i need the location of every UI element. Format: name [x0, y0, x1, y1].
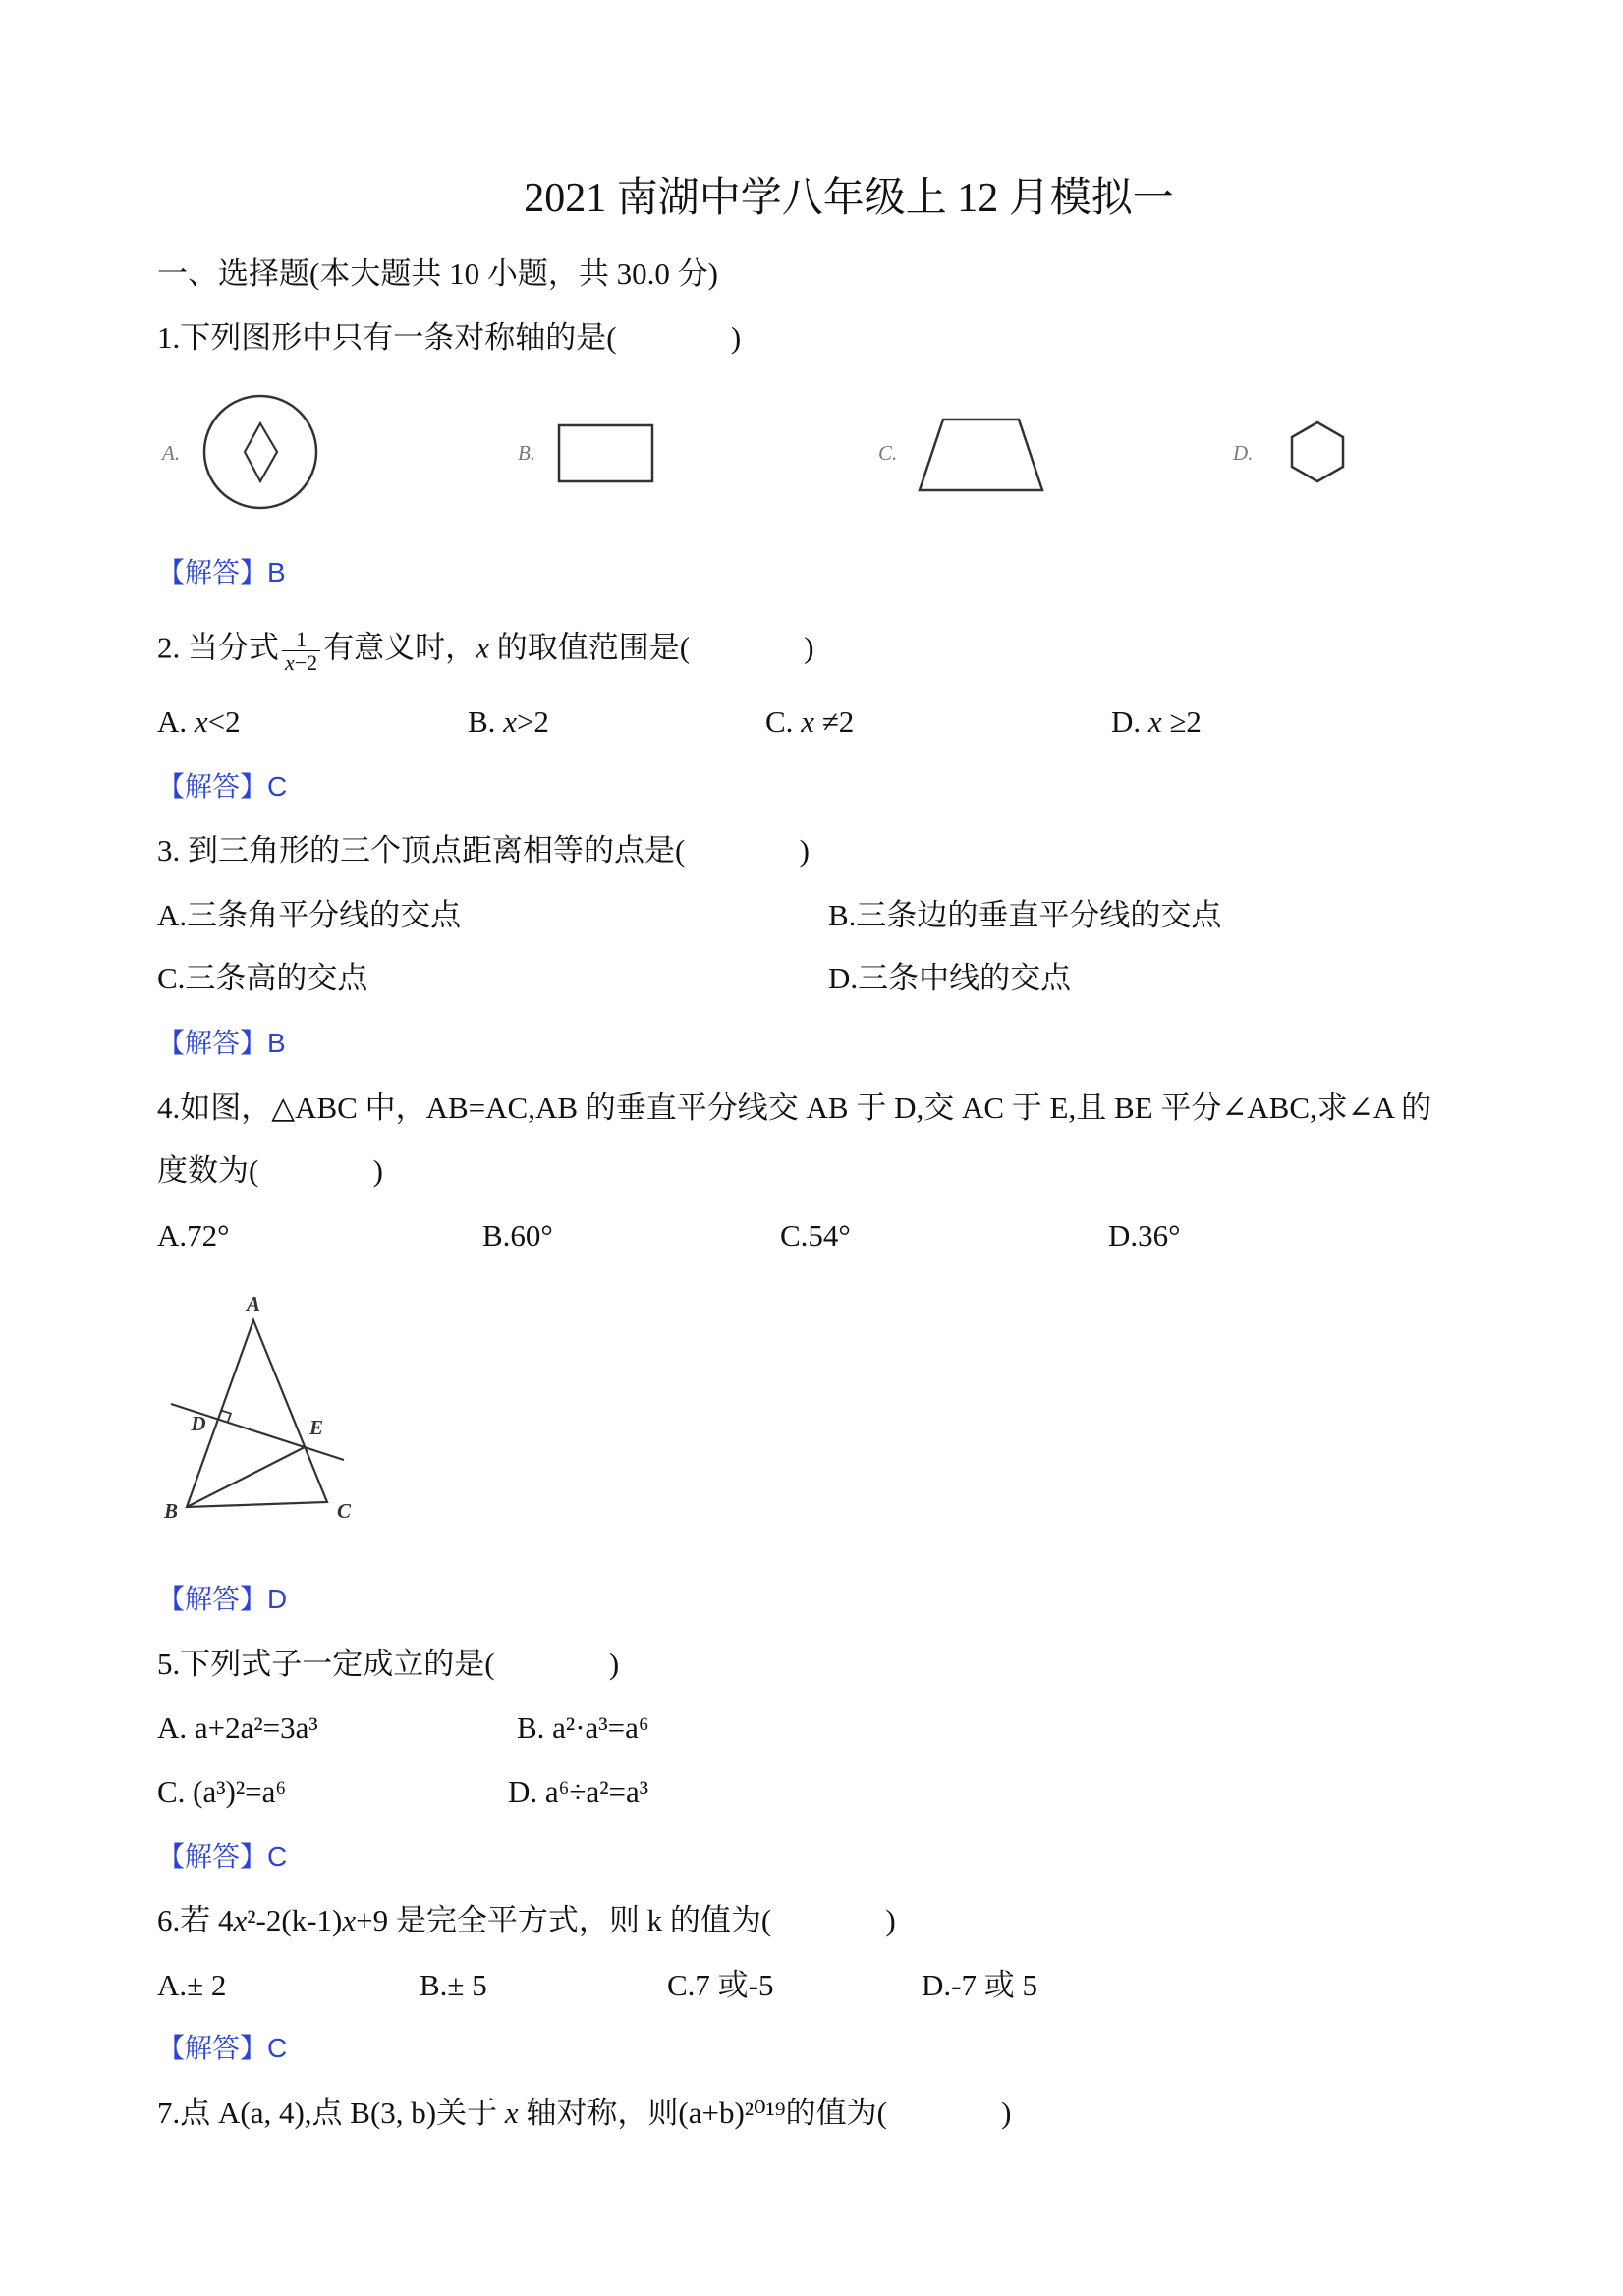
- answer-5: 【解答】C: [157, 1841, 288, 1872]
- question-4-option-a: A.72°: [157, 1218, 230, 1253]
- option-variable: x: [503, 704, 517, 739]
- option-expression: <2: [207, 704, 241, 739]
- question-2-stem: [157, 628, 814, 674]
- stem-variable: x: [476, 630, 489, 665]
- question-5-stem: 5.下列式子一定成立的是( ): [157, 1647, 620, 1681]
- hexagon-shape: [1292, 422, 1343, 481]
- fraction-denominator: [282, 650, 320, 674]
- question-2-option-d: [1111, 702, 1202, 742]
- answer-2: 【解答】C: [157, 771, 288, 802]
- question-2-option-a: [157, 702, 241, 742]
- denominator-variable: x: [285, 650, 295, 675]
- option-label: A.: [157, 704, 195, 739]
- stem-variable: x: [342, 1903, 357, 1937]
- page-title: 2021 南湖中学八年级上 12 月模拟一: [524, 176, 1174, 221]
- option-b-figure: [518, 425, 652, 481]
- question-2-option-c: [765, 702, 854, 742]
- answer-3: 【解答】B: [157, 1028, 286, 1058]
- point-label-a: A: [246, 1292, 261, 1316]
- question-2-option-b: [468, 702, 549, 742]
- option-label: C.: [765, 704, 802, 739]
- option-d-label: D.: [1233, 441, 1254, 465]
- stem-text-before: 2. 当分式: [157, 630, 279, 665]
- question-1-stem: 1.下列图形中只有一条对称轴的是( ): [157, 320, 742, 355]
- question-4-option-b: B.60°: [482, 1218, 553, 1253]
- question-4-stem-line-2: 度数为( ): [157, 1153, 383, 1188]
- question-4-option-c: C.54°: [780, 1218, 851, 1253]
- option-a-figure: [160, 396, 316, 508]
- question-4-option-d: D.36°: [1108, 1218, 1181, 1253]
- point-label-e: E: [308, 1416, 324, 1439]
- question-6-option-a: A.± 2: [157, 1968, 227, 2002]
- question-4-stem-line-1: 4.如图，△ABC 中，AB=AC,AB 的垂直平分线交 AB 于 D,交 AC 于 E,且 BE 平分∠ABC,求∠A 的: [157, 1091, 1432, 1125]
- rectangle-shape: [559, 425, 652, 481]
- question-5-option-b: B. a²·a³=a⁶: [517, 1710, 649, 1745]
- stem-text: 轴对称，则(a+b)²⁰¹⁹的值为( ): [518, 2096, 1012, 2130]
- option-expression: >2: [516, 704, 549, 739]
- question-7-stem: [157, 2094, 1012, 2133]
- fraction: [282, 628, 320, 674]
- question-5-option-a: A. a+2a²=3a³: [157, 1710, 318, 1745]
- question-6-option-b: B.± 5: [420, 1968, 487, 2002]
- point-label-b: B: [163, 1499, 179, 1523]
- diamond-shape: [245, 423, 277, 481]
- question-5-option-c: C. (a³)²=a⁶: [157, 1774, 287, 1809]
- stem-text: +9 是完全平方式，则 k 的值为( ): [356, 1903, 896, 1937]
- stem-text: ²-2(k-1): [247, 1903, 343, 1937]
- option-label: D.: [1111, 704, 1148, 739]
- question-3-option-c: C.三条高的交点: [157, 961, 368, 995]
- question-6-option-c: C.7 或-5: [667, 1968, 774, 2002]
- stem-text: 7.点 A(a, 4),点 B(3, b)关于: [157, 2096, 505, 2130]
- question-3-option-d: D.三条中线的交点: [828, 961, 1072, 995]
- option-expression: ≠2: [813, 704, 855, 739]
- trapezoid-shape: [920, 420, 1042, 490]
- point-label-c: C: [336, 1499, 352, 1523]
- section-heading: 一、选择题(本大题共 10 小题，共 30.0 分): [157, 256, 718, 291]
- stem-text-after: 的取值范围是( ): [488, 630, 814, 665]
- question-5-option-d: D. a⁶÷a²=a³: [508, 1774, 649, 1809]
- stem-variable: x: [504, 2096, 519, 2130]
- answer-1: 【解答】B: [157, 557, 286, 588]
- stem-text-middle: 有意义时，: [323, 630, 476, 665]
- option-a-label: A.: [162, 441, 181, 465]
- answer-6: 【解答】C: [157, 2033, 288, 2063]
- option-variable: x: [1147, 704, 1162, 739]
- option-c-label: C.: [878, 441, 898, 465]
- answer-4: 【解答】D: [157, 1584, 288, 1614]
- fraction-numerator: 1: [296, 627, 308, 651]
- triangle-abc: [187, 1320, 327, 1507]
- stem-text: 6.若 4: [157, 1903, 234, 1937]
- question-6-stem: [157, 1901, 896, 1940]
- stem-variable: x: [233, 1903, 248, 1937]
- option-expression: ≥2: [1161, 704, 1202, 739]
- question-3-stem: 3. 到三角形的三个顶点距离相等的点是( ): [157, 833, 810, 868]
- option-c-figure: [878, 420, 1042, 490]
- point-label-d: D: [191, 1412, 206, 1435]
- question-3-option-b: B.三条边的垂直平分线的交点: [828, 898, 1222, 932]
- option-variable: x: [801, 704, 814, 739]
- option-variable: x: [194, 704, 208, 739]
- denominator-rest: −2: [294, 650, 318, 675]
- option-b-label: B.: [518, 441, 536, 465]
- option-d-figure: [1232, 422, 1343, 481]
- question-1-figures: [0, 373, 1623, 531]
- question-3-option-a: A.三条角平分线的交点: [157, 898, 462, 932]
- circle-shape: [204, 396, 316, 508]
- question-4-figure: [147, 1287, 383, 1533]
- question-6-option-d: D.-7 或 5: [922, 1968, 1037, 2002]
- option-label: B.: [468, 704, 504, 739]
